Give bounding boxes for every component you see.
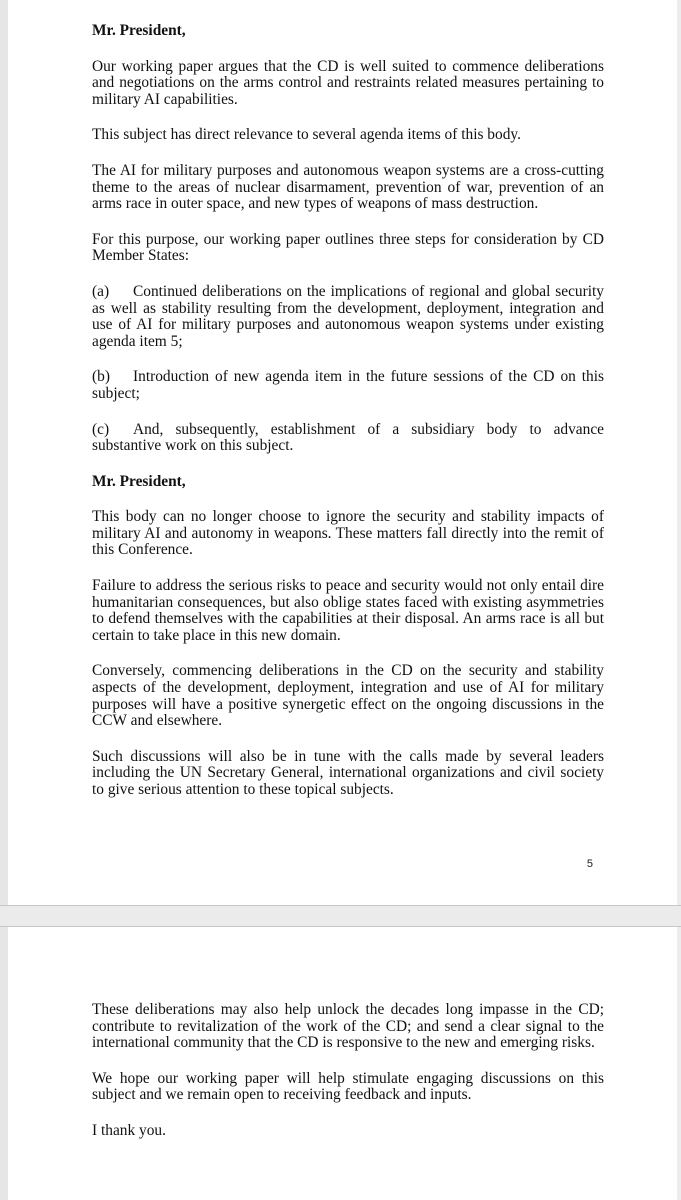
list-item-label: (c) (92, 420, 110, 438)
salutation-heading: Mr. President, (92, 472, 186, 490)
paragraph: This body can no longer choose to ignore the security and stability impacts of military AI and autonomy in weapons. These matters fall directly into the remit of this Conference. (92, 508, 604, 559)
paragraph: We hope our working paper will help stimulate engaging discussions on this subject and we remain open to receiving feedback and inputs. (92, 1069, 604, 1104)
list-item-text: And, subsequently, establishment of a subsidiary body to advance substantive work on this subject. (92, 420, 604, 455)
paragraph: This subject has direct relevance to several agenda items of this body. (92, 126, 521, 144)
list-item-text: Continued deliberations on the implications of regional and global security as well as stability resulting from the development, deployment, integration and use of AI for military purposes and autonomous weapon systems under existing agenda item 5; (92, 282, 604, 350)
salutation-heading: Mr. President, (92, 22, 186, 39)
document-page-2 (0, 927, 681, 1200)
list-item-label: (b) (92, 368, 110, 386)
paragraph: For this purpose, our working paper outlines three steps for consideration by CD Member States: (92, 230, 604, 265)
list-item-text: Introduction of new agenda item in the future sessions of the CD on this subject; (92, 368, 604, 402)
paragraph: Our working paper argues that the CD is well suited to commence deliberations and negotiations on the arms control and restraints related measures pertaining to military AI capabilities. (92, 57, 604, 108)
closing-line: I thank you. (92, 1121, 166, 1139)
paragraph: Conversely, commencing deliberations in the CD on the security and stability aspects of the development, deployment, integration and use of AI for military purposes will have a positive synergetic effect on the ongoing discussions in the CCW and elsewhere. (92, 662, 604, 730)
paragraph: The AI for military purposes and autonomous weapon systems are a cross-cutting theme to the areas of nuclear disarmament, prevention of war, prevention of an arms race in outer space, and new types of weapons of mass destruction. (92, 161, 604, 213)
page-separator (0, 905, 681, 927)
paragraph: These deliberations may also help unlock the decades long impasse in the CD; contribute to revitalization of the work of the CD; and send a clear signal to the international community that the CD is responsive to the new and emerging risks. (92, 1001, 604, 1052)
page-2-content (92, 1002, 604, 1159)
paragraph: Such discussions will also be in tune with the calls made by several leaders including the UN Secretary General, international organizations and civil society to give serious attention to these topical subjects. (92, 747, 604, 798)
page-1-content (92, 23, 604, 818)
list-item-label: (a) (92, 282, 110, 300)
list-item-c (92, 422, 604, 455)
list-item-b (92, 369, 604, 402)
list-item-a (92, 284, 604, 350)
page-number: 5 (586, 858, 593, 870)
paragraph: Failure to address the serious risks to peace and security would not only entail dire humanitarian consequences, but also oblige states faced with existing asymmetries to defend themselves with the capabilities at their disposal. An arms race is all but certain to take place in this new domain. (92, 577, 604, 644)
